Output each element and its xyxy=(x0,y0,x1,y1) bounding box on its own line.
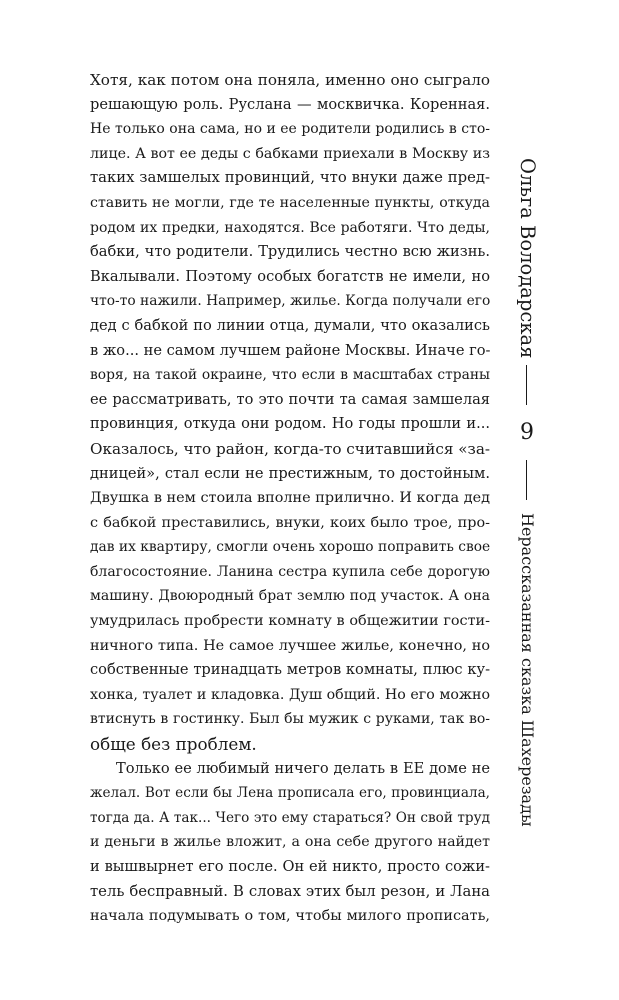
text-line: Двушка в нем стоила вполне прилично. И когда дед xyxy=(90,490,490,507)
text-line: таких замшелых провинций, что внуки даже пред- xyxy=(90,169,490,187)
text-line: желал. Вот если бы Лена прописала его, провинциала, xyxy=(90,785,490,802)
text-line: в жо... не самом лучшем районе Москвы. Иначе го- xyxy=(90,341,491,359)
text-line: Вкалывали. Поэтому особых богатств не имели, но xyxy=(90,267,490,285)
text-line: тогда да. А так... Чего это ему стараться? Он свой труд xyxy=(90,809,490,826)
text-line: обще без проблем. xyxy=(90,734,257,755)
text-line: ставить не могли, где те населенные пункты, откуда xyxy=(90,194,490,211)
text-line: решающую роль. Руслана — москвичка. Коренная. xyxy=(90,95,490,113)
text-line: дав их квартиру, смогли очень хорошо поправить свое xyxy=(90,539,491,556)
page-number: 9 xyxy=(520,420,534,445)
text-line: собственные тринадцать метров комнаты, плюс ку- xyxy=(90,661,490,679)
text-line: умудрилась пробрести комнату в общежитии гости- xyxy=(90,613,490,630)
text-line: машину. Двоюродный брат землю под участок. А она xyxy=(90,588,490,605)
text-line: лице. А вот ее деды с бабками приехали в Москву из xyxy=(90,145,490,162)
text-line: втиснуть в гостинку. Был бы мужик с руками, так во- xyxy=(90,711,490,728)
text-line: с бабкой преставились, внуки, коих было трое, про- xyxy=(90,514,490,531)
text-line: провинция, откуда они родом. Но годы прошли и... xyxy=(90,415,490,433)
text-line: ее рассматривать, то это почти та самая замшелая xyxy=(90,390,490,408)
divider xyxy=(526,460,527,500)
text-line: Не только она сама, но и ее родители родились в сто- xyxy=(90,121,490,138)
text-line: дед с бабкой по линии отца, думали, что оказались xyxy=(90,316,490,334)
divider xyxy=(526,365,527,405)
text-line: Хотя, как потом она поняла, именно оно сыграло xyxy=(90,71,490,89)
text-line: начала подумывать о том, чтобы милого прописать, xyxy=(90,908,490,925)
book-title: Нерассказанная сказка Шахерезады xyxy=(518,513,537,827)
text-line: родом их предки, находятся. Все работяги. Что деды, xyxy=(90,219,490,236)
running-head xyxy=(512,150,542,830)
text-line: благосостояние. Ланина сестра купила себе дорогую xyxy=(90,563,490,580)
author-name: Ольга Володарская xyxy=(516,158,539,359)
text-line: хонка, туалет и кладовка. Душ общий. Но его можно xyxy=(90,686,490,703)
text-line: бабки, что родители. Трудились честно всю жизнь. xyxy=(90,243,490,261)
text-line: воря, на такой окраине, что если в масштабах страны xyxy=(90,367,490,384)
text-line: тель бесправный. В словах этих был резон, и Лана xyxy=(90,882,490,900)
text-line: дницей», стал если не престижным, то достойным. xyxy=(90,464,490,482)
text-line: Только ее любимый ничего делать в ЕЕ доме не xyxy=(116,759,490,777)
text-line: ничного типа. Не самое лучшее жилье, конечно, но xyxy=(90,637,490,654)
text-line: и вышвырнет его после. Он ей никто, просто сожи- xyxy=(90,858,490,875)
paragraph xyxy=(90,757,490,929)
text-line: что-то нажили. Например, жилье. Когда получали его xyxy=(90,293,491,310)
text-line: Оказалось, что район, когда-то считавшийся «за- xyxy=(90,439,491,458)
paragraph xyxy=(90,68,490,757)
body-text xyxy=(90,68,490,929)
text-line: и деньги в жилье вложит, а она себе другого найдет xyxy=(90,834,490,851)
